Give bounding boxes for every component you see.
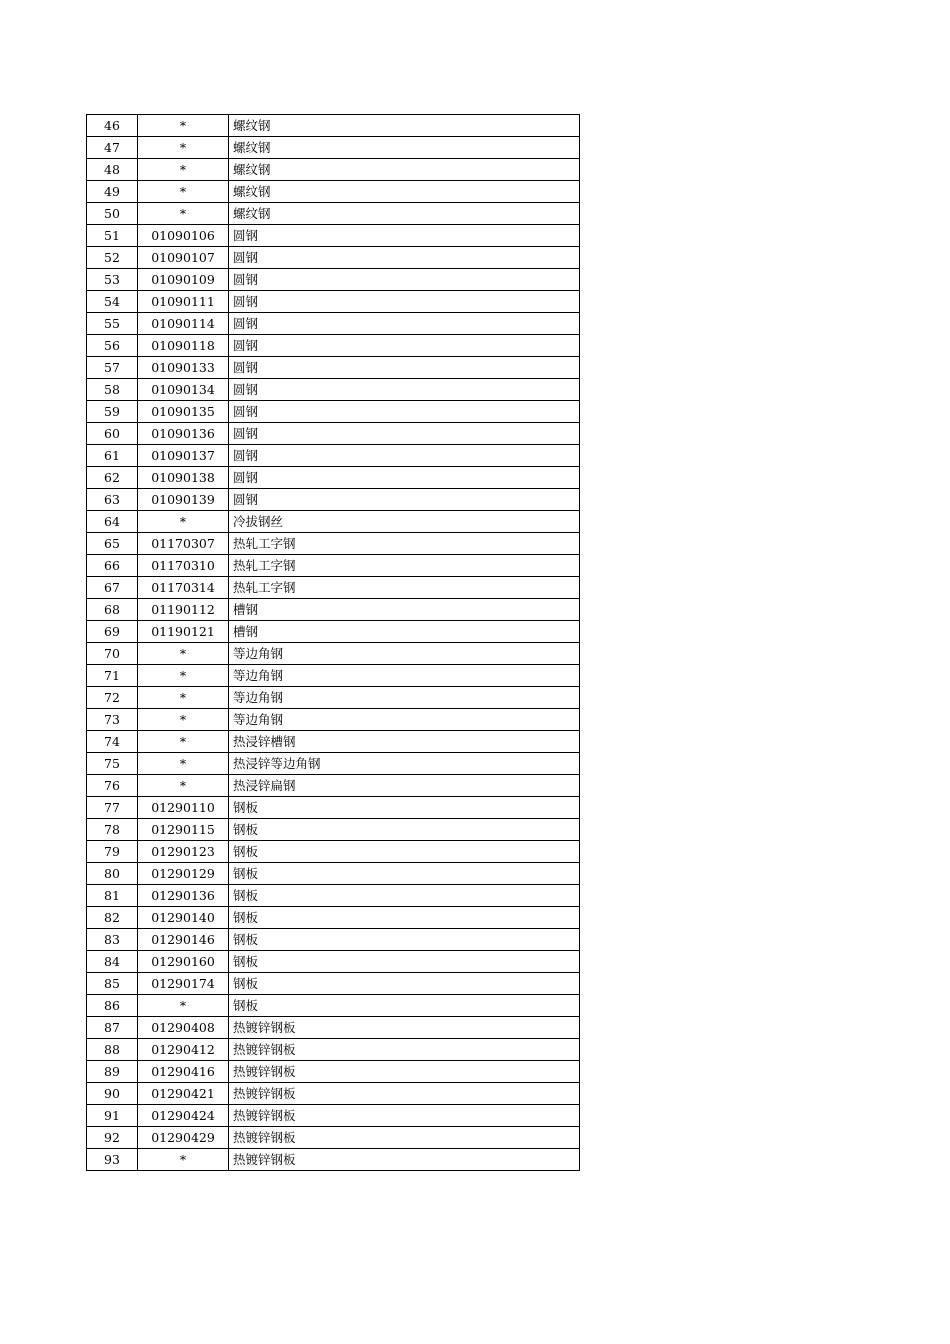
material-name-cell: 圆钢 [229, 445, 580, 467]
table-row [87, 863, 580, 885]
material-code-cell: 01170307 [138, 533, 229, 555]
material-code-cell: 01290146 [138, 929, 229, 951]
material-name-cell: 钢板 [229, 885, 580, 907]
material-name-cell: 螺纹钢 [229, 203, 580, 225]
material-code-cell: 01090136 [138, 423, 229, 445]
material-code-cell: 01090107 [138, 247, 229, 269]
row-number-cell: 59 [87, 401, 138, 423]
row-number-cell: 51 [87, 225, 138, 247]
row-number-cell: 56 [87, 335, 138, 357]
table-row [87, 797, 580, 819]
material-code-cell: 01090114 [138, 313, 229, 335]
row-number-cell: 69 [87, 621, 138, 643]
material-code-cell: * [138, 1149, 229, 1171]
material-code-cell: 01090134 [138, 379, 229, 401]
material-name-cell: 热镀锌钢板 [229, 1083, 580, 1105]
table-row [87, 951, 580, 973]
row-number-cell: 75 [87, 753, 138, 775]
material-code-cell: * [138, 995, 229, 1017]
material-code-cell: 01170314 [138, 577, 229, 599]
material-name-cell: 钢板 [229, 863, 580, 885]
material-name-cell: 圆钢 [229, 357, 580, 379]
table-row [87, 1083, 580, 1105]
material-name-cell: 等边角钢 [229, 665, 580, 687]
table-row [87, 929, 580, 951]
row-number-cell: 47 [87, 137, 138, 159]
material-code-cell: 01170310 [138, 555, 229, 577]
material-name-cell: 圆钢 [229, 225, 580, 247]
material-code-cell: * [138, 115, 229, 137]
material-name-cell: 螺纹钢 [229, 137, 580, 159]
row-number-cell: 83 [87, 929, 138, 951]
table-row [87, 489, 580, 511]
table-row [87, 599, 580, 621]
material-name-cell: 热轧工字钢 [229, 533, 580, 555]
material-name-cell: 热镀锌钢板 [229, 1105, 580, 1127]
material-code-cell: * [138, 709, 229, 731]
row-number-cell: 72 [87, 687, 138, 709]
table-row [87, 1105, 580, 1127]
row-number-cell: 60 [87, 423, 138, 445]
material-name-cell: 螺纹钢 [229, 181, 580, 203]
table-row [87, 709, 580, 731]
table-row [87, 885, 580, 907]
table-row [87, 1039, 580, 1061]
material-name-cell: 热镀锌钢板 [229, 1127, 580, 1149]
material-name-cell: 圆钢 [229, 335, 580, 357]
table-row [87, 973, 580, 995]
material-code-cell: 01290412 [138, 1039, 229, 1061]
row-number-cell: 86 [87, 995, 138, 1017]
row-number-cell: 57 [87, 357, 138, 379]
material-name-cell: 钢板 [229, 797, 580, 819]
material-code-cell: 01090137 [138, 445, 229, 467]
row-number-cell: 81 [87, 885, 138, 907]
material-name-cell: 冷拔钢丝 [229, 511, 580, 533]
material-name-cell: 热浸锌等边角钢 [229, 753, 580, 775]
material-name-cell: 热轧工字钢 [229, 577, 580, 599]
table-row [87, 1127, 580, 1149]
material-code-cell: 01090139 [138, 489, 229, 511]
material-name-cell: 热浸锌槽钢 [229, 731, 580, 753]
material-code-cell: * [138, 731, 229, 753]
material-name-cell: 热镀锌钢板 [229, 1017, 580, 1039]
table-row [87, 577, 580, 599]
table-row [87, 247, 580, 269]
row-number-cell: 66 [87, 555, 138, 577]
table-row [87, 181, 580, 203]
table-row [87, 1149, 580, 1171]
table-row [87, 643, 580, 665]
material-name-cell: 槽钢 [229, 599, 580, 621]
row-number-cell: 92 [87, 1127, 138, 1149]
material-code-cell: 01090109 [138, 269, 229, 291]
material-name-cell: 等边角钢 [229, 643, 580, 665]
row-number-cell: 91 [87, 1105, 138, 1127]
material-code-cell: 01290408 [138, 1017, 229, 1039]
material-code-cell: 01090135 [138, 401, 229, 423]
row-number-cell: 89 [87, 1061, 138, 1083]
table-row [87, 313, 580, 335]
row-number-cell: 52 [87, 247, 138, 269]
material-code-cell: * [138, 511, 229, 533]
row-number-cell: 50 [87, 203, 138, 225]
materials-table-body [87, 115, 580, 1171]
row-number-cell: 71 [87, 665, 138, 687]
material-code-cell: 01290416 [138, 1061, 229, 1083]
material-code-cell: * [138, 159, 229, 181]
material-code-cell: * [138, 665, 229, 687]
table-row [87, 665, 580, 687]
material-name-cell: 钢板 [229, 995, 580, 1017]
row-number-cell: 55 [87, 313, 138, 335]
row-number-cell: 85 [87, 973, 138, 995]
table-row [87, 1061, 580, 1083]
material-name-cell: 钢板 [229, 907, 580, 929]
material-code-cell: * [138, 775, 229, 797]
row-number-cell: 48 [87, 159, 138, 181]
material-code-cell: 01290129 [138, 863, 229, 885]
table-row [87, 511, 580, 533]
material-code-cell: 01290115 [138, 819, 229, 841]
material-code-cell: * [138, 687, 229, 709]
table-row [87, 423, 580, 445]
row-number-cell: 63 [87, 489, 138, 511]
row-number-cell: 84 [87, 951, 138, 973]
row-number-cell: 62 [87, 467, 138, 489]
material-name-cell: 圆钢 [229, 313, 580, 335]
material-name-cell: 圆钢 [229, 247, 580, 269]
material-name-cell: 钢板 [229, 973, 580, 995]
row-number-cell: 79 [87, 841, 138, 863]
table-row [87, 753, 580, 775]
material-name-cell: 圆钢 [229, 269, 580, 291]
material-name-cell: 圆钢 [229, 291, 580, 313]
table-row [87, 555, 580, 577]
table-row [87, 621, 580, 643]
material-name-cell: 热镀锌钢板 [229, 1061, 580, 1083]
row-number-cell: 82 [87, 907, 138, 929]
row-number-cell: 90 [87, 1083, 138, 1105]
row-number-cell: 68 [87, 599, 138, 621]
row-number-cell: 58 [87, 379, 138, 401]
material-name-cell: 热浸锌扁钢 [229, 775, 580, 797]
material-code-cell: 01190112 [138, 599, 229, 621]
material-code-cell: * [138, 203, 229, 225]
material-name-cell: 等边角钢 [229, 709, 580, 731]
row-number-cell: 67 [87, 577, 138, 599]
material-code-cell: * [138, 137, 229, 159]
material-code-cell: 01290424 [138, 1105, 229, 1127]
material-code-cell: 01290140 [138, 907, 229, 929]
material-code-cell: 01190121 [138, 621, 229, 643]
material-name-cell: 圆钢 [229, 423, 580, 445]
material-name-cell: 热轧工字钢 [229, 555, 580, 577]
material-code-cell: 01090133 [138, 357, 229, 379]
row-number-cell: 65 [87, 533, 138, 555]
material-code-cell: 01290429 [138, 1127, 229, 1149]
row-number-cell: 54 [87, 291, 138, 313]
row-number-cell: 78 [87, 819, 138, 841]
table-row [87, 115, 580, 137]
material-code-cell: 01290421 [138, 1083, 229, 1105]
table-row [87, 269, 580, 291]
table-row [87, 159, 580, 181]
table-row [87, 533, 580, 555]
row-number-cell: 64 [87, 511, 138, 533]
material-code-cell: 01290123 [138, 841, 229, 863]
material-name-cell: 热镀锌钢板 [229, 1149, 580, 1171]
row-number-cell: 53 [87, 269, 138, 291]
row-number-cell: 76 [87, 775, 138, 797]
row-number-cell: 77 [87, 797, 138, 819]
row-number-cell: 46 [87, 115, 138, 137]
material-name-cell: 圆钢 [229, 467, 580, 489]
material-code-cell: * [138, 643, 229, 665]
row-number-cell: 49 [87, 181, 138, 203]
table-row [87, 687, 580, 709]
table-row [87, 291, 580, 313]
table-row [87, 1017, 580, 1039]
material-code-cell: * [138, 753, 229, 775]
table-row [87, 335, 580, 357]
row-number-cell: 80 [87, 863, 138, 885]
row-number-cell: 73 [87, 709, 138, 731]
material-code-cell: 01090111 [138, 291, 229, 313]
material-name-cell: 圆钢 [229, 379, 580, 401]
material-name-cell: 钢板 [229, 929, 580, 951]
table-row [87, 357, 580, 379]
material-name-cell: 等边角钢 [229, 687, 580, 709]
table-row [87, 907, 580, 929]
material-code-cell: 01090106 [138, 225, 229, 247]
material-code-cell: * [138, 181, 229, 203]
material-code-cell: 01290136 [138, 885, 229, 907]
material-name-cell: 圆钢 [229, 489, 580, 511]
table-row [87, 775, 580, 797]
material-name-cell: 钢板 [229, 819, 580, 841]
table-row [87, 137, 580, 159]
table-row [87, 841, 580, 863]
material-name-cell: 槽钢 [229, 621, 580, 643]
table-row [87, 819, 580, 841]
material-code-cell: 01090118 [138, 335, 229, 357]
material-code-cell: 01290174 [138, 973, 229, 995]
table-row [87, 467, 580, 489]
table-row [87, 203, 580, 225]
material-name-cell: 螺纹钢 [229, 115, 580, 137]
row-number-cell: 93 [87, 1149, 138, 1171]
table-row [87, 379, 580, 401]
material-code-cell: 01290160 [138, 951, 229, 973]
material-name-cell: 钢板 [229, 841, 580, 863]
material-code-cell: 01290110 [138, 797, 229, 819]
row-number-cell: 61 [87, 445, 138, 467]
table-row [87, 401, 580, 423]
row-number-cell: 70 [87, 643, 138, 665]
row-number-cell: 88 [87, 1039, 138, 1061]
table-row [87, 731, 580, 753]
material-name-cell: 钢板 [229, 951, 580, 973]
materials-table [86, 114, 580, 1171]
material-code-cell: 01090138 [138, 467, 229, 489]
material-name-cell: 圆钢 [229, 401, 580, 423]
table-row [87, 445, 580, 467]
material-name-cell: 螺纹钢 [229, 159, 580, 181]
row-number-cell: 74 [87, 731, 138, 753]
material-name-cell: 热镀锌钢板 [229, 1039, 580, 1061]
table-row [87, 225, 580, 247]
row-number-cell: 87 [87, 1017, 138, 1039]
table-row [87, 995, 580, 1017]
